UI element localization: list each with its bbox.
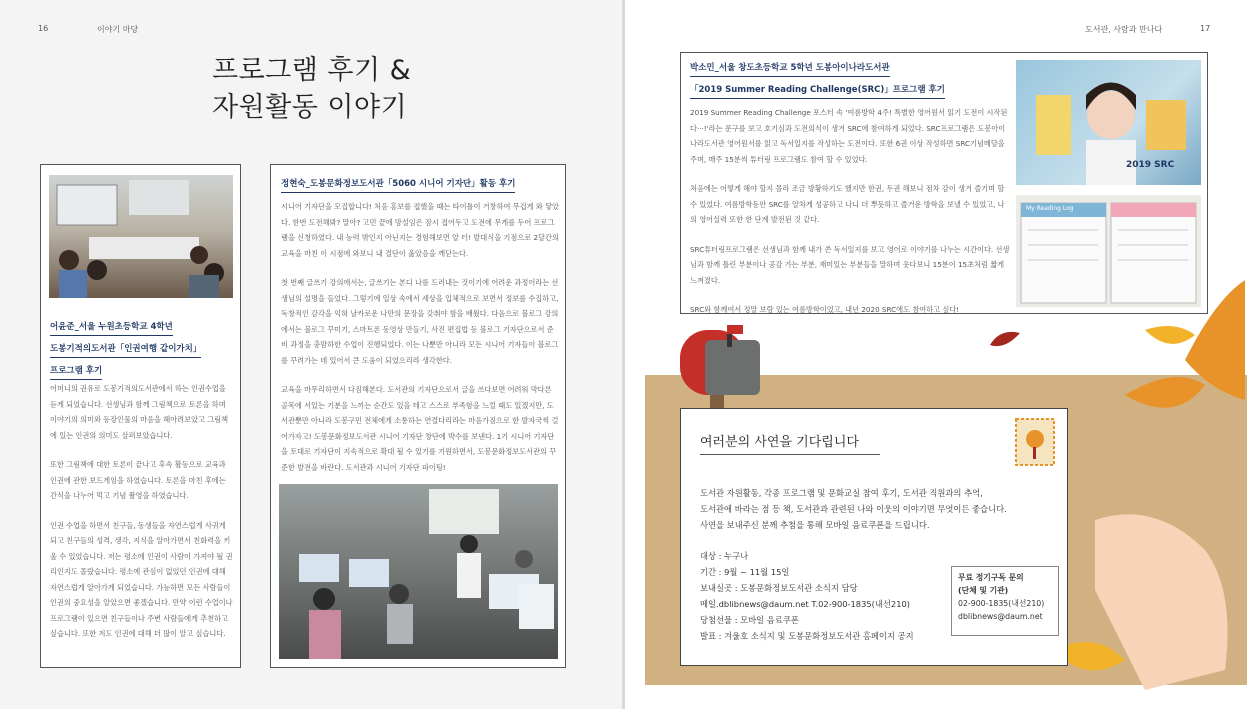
article-2-heading-wrap [281,171,515,195]
article-3-heading-line-1: 박소민_서울 창도초등학교 5학년 도봉아이나라도서관 [690,61,890,77]
notice-detail-period: 기간 : 9월 ~ 11월 15일 [700,567,790,577]
title-line-2: 자원활동 이야기 [212,92,408,123]
page-title [212,52,411,126]
article-2-body [281,199,559,489]
subscription-title: 무료 정기구독 문의 [958,573,1024,582]
subscription-phone: 02-900-1835(내선210) [958,599,1045,608]
subscription-subtitle: (단체 및 기관) [958,586,1009,595]
article-1-paragraph: 인권 수업을 하면서 친구들, 동생들을 자연스럽게 사귀게 되고 친구들의 성격, 생각, 지식을 알아가면서 친화력을 키울 수 있었습니다. 저는 평소에 인권이 사람이 가져야 될 권리인지도 몰랐습니다. 평소에 관심이 없었던 인권에 대해 자연스럽게 알아가게 되었습니다. 가능하면 모든 사람들이 인권의 중요성을 알았으면 좋겠습니다. 만약 이런 수업이나 프로그램이 있으면 친구들이나 주변 사람들에게 추천하고 싶습니다. 또한 저도 인권에 대해 더 많이 알고 싶습니다. [50,520,233,638]
article-1-heading-line-3: 프로그램 후기 [50,364,102,380]
notice-body-line: 사연을 보내주신 분께 추첨을 통해 모바일 음료쿠폰을 드립니다. [700,520,930,530]
article-3-heading [690,57,945,101]
classroom-photo-1 [49,175,233,298]
subscription-box [951,566,1059,636]
article-1-heading-line-2: 도봉기적의도서관「인권여행 같이가치」 [50,342,201,358]
notice-detail-prize: 당첨선물 : 모바일 음료쿠폰 [700,615,799,625]
notice-heading: 여러분의 사연을 기다립니다 [700,431,880,455]
article-1-heading-line-1: 어윤준_서울 누원초등학교 4학년 [50,320,173,336]
section-label-right: 도서관, 사람과 만나다 [1085,25,1163,34]
section-label-left: 이야기 마당 [97,25,139,34]
article-1-heading [50,316,235,382]
notice-body-line: 도서관 자원활동, 각종 프로그램 및 문화교실 참여 후기, 도서관 직원과의 추억, [700,488,983,498]
subscription-email: dblibnews@daum.net [958,612,1043,621]
article-3-paragraph: 처음에는 어떻게 해야 할지 몰라 조금 방황하기도 했지만 한권, 두권 해보니 점차 감이 생겨 즐기며 할 수 있었다. 여름방학동안 SRC를 알차게 성공하고 나니 더 뿌듯하고 즐거운 방학을 보낼 수 있었고, 나의 영어실력 또한 한 단계 발전된 것 같다. [690,184,1005,224]
article-2-paragraph: 교육을 마무리하면서 다짐해본다. 도서관의 기자단으로서 글을 쓰다보면 어려워 막다른 골목에 서있는 기분을 느끼는 순간도 있을 테고 스스로 부족함을 느낄 때도 있겠지만, 도서관뿐만 아니라 도봉구민 전체에게 소통하는 연결다리라는 마음가짐으로 한 발자국씩 걸어가자고! 도봉문화정보도서관 시니어 기자단 창단에 박수를 보낸다. 1기 시니어 기자단을 토대로 기자단이 지속적으로 확대 될 수 있기를 기원하면서, 도봉문화정보도서관의 꾸준한 발전을 바란다. 도서관과 시니어 기자단 파이팅! [281,385,559,472]
article-1-paragraph: 어머니의 권유로 도봉기적의도서관에서 하는 인권수업을 듣게 되었습니다. 선생님과 함께 그림책으로 토론을 하며 이야기의 의미와 등장인물의 마음을 헤아려보았고 그림책에 있는 인권의 의미도 살펴보았습니다. [50,384,229,440]
article-card-1 [40,164,241,668]
article-3-body [690,105,1010,332]
article-2-heading: 정현숙_도봉문화정보도서관「5060 시니어 기자단」활동 후기 [281,177,515,193]
notice-detail-address: 보내실곳 : 도봉문화정보도서관 소식지 담당 [700,583,858,593]
reading-log-photo [1016,195,1201,307]
notice-detail-target: 대상 : 누구나 [700,551,749,561]
right-page [625,0,1247,709]
notice-body-line: 도서관에 바라는 점 등 책, 도서관과 관련된 나와 이웃의 이야기면 무엇이든 좋습니다. [700,504,1007,514]
computer-class-photo [279,484,558,659]
article-2-paragraph: 시니어 기자단을 모집합니다! 처음 홍보를 접했을 때는 타이틀이 거창하여 무겁게 와 닿았다. 한번 도전해봐? 말아? 고민 끝에 망설임은 잠시 접어두고 도전에 무게를 두어 프로그램을 신청하였다. 내 능력 밖인지 아닌지는 경험해보면 알 터! 발대식을 기점으로 2달간의 교육을 마친 이 시점에 와보니 내 결단이 옳았음을 깨닫는다. [281,202,559,258]
leaf-red-2 [990,332,1020,346]
computer-class-photo-graphic [279,484,558,659]
notice-body [700,485,1060,533]
girl-with-poster-photo [1016,60,1201,185]
stamp-icon [1014,417,1056,467]
article-3-paragraph: SRC튜터링프로그램은 선생님과 함께 내가 쓴 독서일지를 보고 영어로 이야기를 나누는 시간이다. 선생님과 함께 틀린 부분이나 공감 가는 부분, 재미있는 부분들을 말하며 웃다보니 15분이 15초처럼 짧게 느껴졌다. [690,244,1010,285]
poster-label-src: 2019 SRC [1126,160,1175,170]
notice-detail-announcement: 발표 : 겨울호 소식지 및 도봉문화정보도서관 홈페이지 공지 [700,631,914,641]
article-3-heading-line-2: 「2019 Summer Reading Challenge(SRC)」프로그램 후기 [690,83,945,99]
title-line-1: 프로그램 후기 & [212,55,412,86]
article-1-paragraph: 또한 그림책에 대한 토론이 끝나고 후속 활동으로 교육과 인권에 관한 보드게임을 하였습니다. 토론을 마친 후에는 간식을 나누어 먹고 기념 촬영을 하였습니다. [50,460,226,500]
leaf-yellow-1 [1145,326,1195,344]
notice-detail-contact: 메일.dblibnews@daum.net T.02-900-1835(내선210) [700,599,910,609]
article-2-paragraph: 첫 번째 글쓰기 강의에서는, 글쓰기는 본디 나를 드러내는 것이기에 어려운 과정이라는 선생님의 설명을 들었다. 그렇기에 일상 속에서 세상을 입체적으로 보면서 정보를 수집하고, 독창적인 감각을 익혀 날카로운 나만의 문장을 갖춰야 함을 배웠다. 다음으로 블로그 강의에서는 블로그 꾸미기, 스마트폰 동영상 만들기, 사진 편집법 등 블로그 기자단으로서 준비 과정을 충맘하한 수업이 진행되었다. 이는 나뿐만 아니라 모든 시니어 기자들이 블로그를 꾸려가는 데 있어서 큰 도움이 되었으리라 생각한다. [281,278,559,365]
page-number-left: 16 [38,24,49,33]
article-1-body [50,381,234,656]
classroom-photo-1-graphic [49,175,233,298]
article-card-2 [270,164,566,668]
left-page [0,0,622,709]
article-card-3 [680,52,1208,314]
call-for-stories-card [680,408,1068,666]
article-3-paragraph: SRC와 함께여서 정말 보람 있는 여름방학이었고, 내년 2020 SRC에도 참여하고 싶다! [690,305,960,314]
article-3-paragraph: 2019 Summer Reading Challenge 포스터 속 '여름방학 4주! 특별한 영어원서 읽기 도전이 시작된다···!'라는 문구를 보고 호기심과 도전의식이 생겨 SRC에 참여하게 되었다. SRC프로그램은 도봉아이나라도서관 영어원서를 읽고 독서일지를 작성하는 도전이다. 또한 6권 이상 작성하면 SRC기념메달을 주며, 매주 15분씩 튜터링 프로그램도 참여 할 수 있었다. [690,108,1008,164]
page-number-right: 17 [1200,24,1211,33]
poster-label-reading-log: My Reading Log [1026,205,1074,212]
